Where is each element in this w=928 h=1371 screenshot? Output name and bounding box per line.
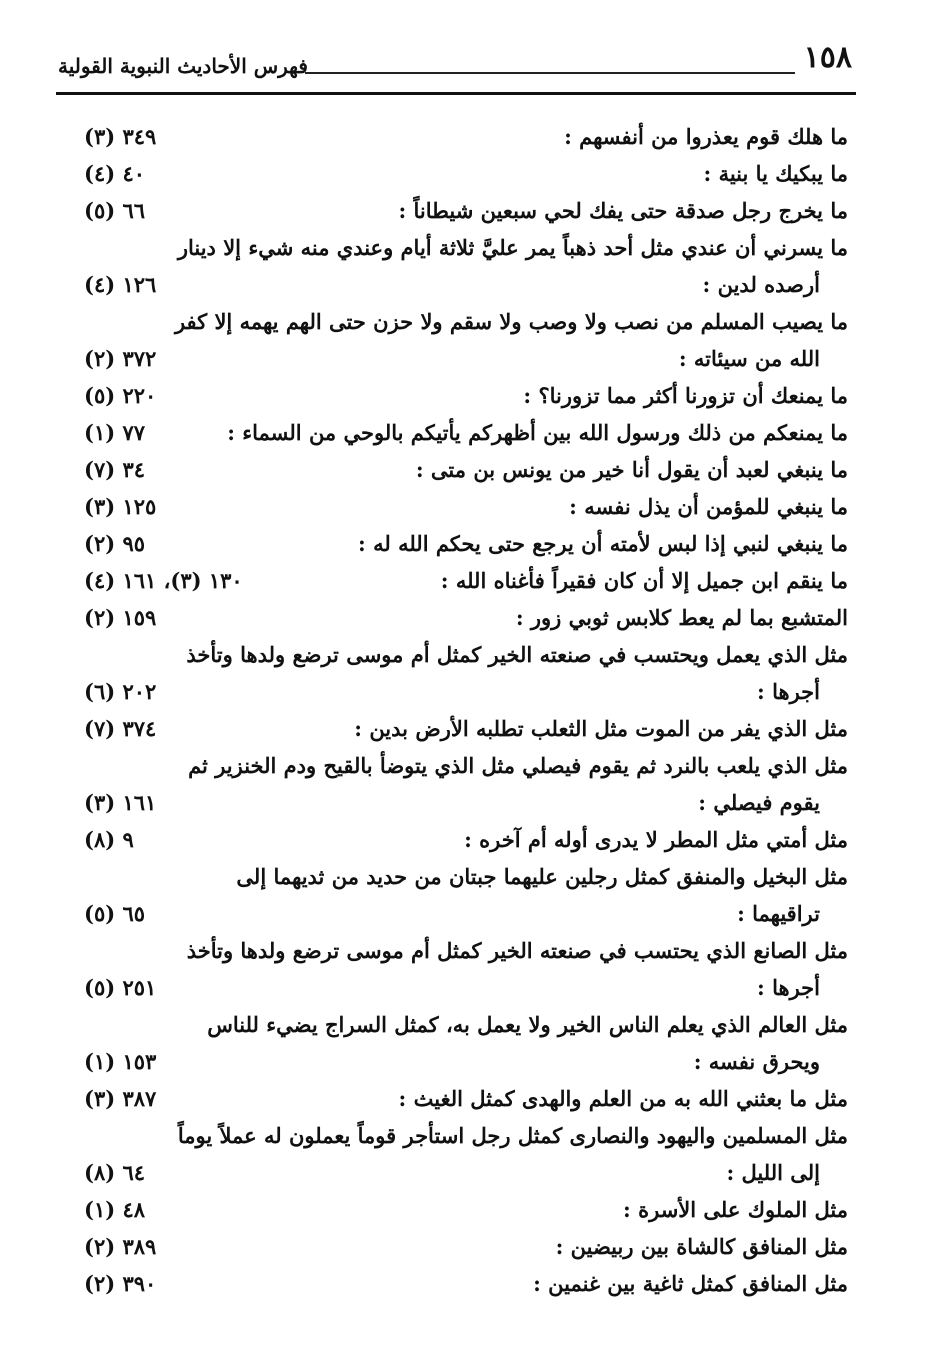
- hadith-text: المتشبع بما لم يعط كلابس ثوبي زور :: [515, 605, 848, 630]
- hadith-text: ما يمنعكم من ذلك ورسول الله بين أظهركم يأتيكم بالوحي من السماء :: [227, 420, 848, 445]
- hadith-text: ما ينبغي لعبد أن يقول أنا خير من يونس بن متى :: [415, 457, 848, 482]
- hadith-text: ما يخرج رجل صدقة حتى يفك لحي سبعين شيطاناً :: [398, 198, 848, 223]
- hadith-text: ما ينبغي لنبي إذا لبس لأمته أن يرجع حتى يحكم الله له :: [358, 531, 848, 556]
- hadith-text: مثل المنافق كالشاة بين ربيضين :: [555, 1234, 848, 1259]
- hadith-text: مثل المنافق كمثل ثاغية بين غنمين :: [533, 1271, 848, 1296]
- hadith-text: مثل الملوك على الأسرة :: [623, 1197, 848, 1222]
- hadith-text: مثل الصانع الذي يحتسب في صنعته الخير كمثل أم موسى ترضع ولدها وتأخذ: [186, 938, 848, 963]
- index-entry: [0, 525, 928, 562]
- page-number: ١٥٨: [803, 40, 852, 75]
- page-reference: ٣٧٢ (٢): [84, 346, 157, 371]
- index-entry: [0, 377, 928, 414]
- index-entry: [0, 155, 928, 192]
- page-reference: ٦٤ (٨): [84, 1160, 146, 1185]
- page-reference: ١٢٦ (٤): [84, 272, 157, 297]
- index-entry: [0, 821, 928, 858]
- index-entry: [0, 599, 928, 636]
- hadith-text-continuation: تراقيهما :: [737, 901, 820, 926]
- index-entry: [0, 414, 928, 451]
- hadith-text: ما ينبغي للمؤمن أن يذل نفسه :: [569, 494, 848, 519]
- index-entry: [0, 1006, 928, 1080]
- page-reference: ٩٥ (٢): [84, 531, 146, 556]
- page-reference: ١٥٩ (٢): [84, 605, 157, 630]
- index-entry: [0, 303, 928, 377]
- page-reference: ٩ (٨): [84, 827, 134, 852]
- page-reference: ٢٠٢ (٦): [84, 679, 157, 704]
- page-reference: ٦٦ (٥): [84, 198, 146, 223]
- index-entry: [0, 1080, 928, 1117]
- index-entry: [0, 229, 928, 303]
- index-entry: [0, 451, 928, 488]
- index-entry: [0, 710, 928, 747]
- index-entry: [0, 747, 928, 821]
- hadith-text: ما يبكيك يا بنية :: [703, 161, 848, 186]
- index-entry: [0, 1117, 928, 1191]
- hadith-text: مثل البخيل والمنفق كمثل رجلين عليهما جبتان من حديد من ثديهما إلى: [236, 864, 848, 889]
- page-reference: ٤٨ (١): [84, 1197, 146, 1222]
- page-reference: ٣٨٧ (٣): [84, 1086, 157, 1111]
- running-title: فهرس الأحاديث النبوية القولية: [58, 54, 308, 78]
- index-entry: [0, 118, 928, 155]
- hadith-text: ما يسرني أن عندي مثل أحد ذهباً يمر عليَّ ثلاثة أيام وعندي منه شيء إلا دينار: [177, 235, 848, 260]
- header-dash-line: [305, 72, 795, 74]
- index-entry: [0, 636, 928, 710]
- index-entry: [0, 1265, 928, 1302]
- hadith-text-continuation: الله من سيئاته :: [678, 346, 820, 371]
- hadith-text: مثل الذي يفر من الموت مثل الثعلب تطلبه الأرض بدين :: [354, 716, 848, 741]
- hadith-text: ما يمنعك أن تزورنا أكثر مما تزورنا؟ :: [523, 383, 848, 408]
- page-reference: ١٣٠ (٣)، ١٦١ (٤): [84, 568, 243, 593]
- hadith-text: مثل ما بعثني الله به من العلم والهدى كمثل الغيث :: [398, 1086, 848, 1111]
- hadith-index-list: [0, 118, 928, 1302]
- page-reference: ٢٢٠ (٥): [84, 383, 157, 408]
- page-reference: ٤٠ (٤): [84, 161, 146, 186]
- hadith-text: مثل الذي يعمل ويحتسب في صنعته الخير كمثل أم موسى ترضع ولدها وتأخذ: [186, 642, 848, 667]
- hadith-text-continuation: أجرها :: [757, 975, 820, 1000]
- page-reference: ٦٥ (٥): [84, 901, 146, 926]
- page-reference: ٣٤ (٧): [84, 457, 146, 482]
- page-reference: ١٢٥ (٣): [84, 494, 157, 519]
- hadith-text-continuation: إلى الليل :: [726, 1160, 820, 1185]
- hadith-text: ما يصيب المسلم من نصب ولا وصب ولا سقم ولا حزن حتى الهم يهمه إلا كفر: [174, 309, 848, 334]
- index-entry: [0, 562, 928, 599]
- hadith-text: مثل أمتي مثل المطر لا يدرى أوله أم آخره :: [464, 827, 848, 852]
- hadith-text: مثل العالم الذي يعلم الناس الخير ولا يعمل به، كمثل السراج يضيء للناس: [207, 1012, 848, 1037]
- hadith-text-continuation: ويحرق نفسه :: [693, 1049, 820, 1074]
- hadith-text-continuation: أجرها :: [757, 679, 820, 704]
- index-entry: [0, 1228, 928, 1265]
- index-entry: [0, 858, 928, 932]
- hadith-text: ما هلك قوم يعذروا من أنفسهم :: [564, 124, 848, 149]
- page-reference: ٣٧٤ (٧): [84, 716, 157, 741]
- hadith-text: مثل الذي يلعب بالنرد ثم يقوم فيصلي مثل الذي يتوضأ بالقيح ودم الخنزير ثم: [188, 753, 848, 778]
- hadith-text: ما ينقم ابن جميل إلا أن كان فقيراً فأغناه الله :: [440, 568, 848, 593]
- page-reference: ٢٥١ (٥): [84, 975, 157, 1000]
- page-reference: ٣٨٩ (٢): [84, 1234, 157, 1259]
- hadith-text: مثل المسلمين واليهود والنصارى كمثل رجل استأجر قوماً يعملون له عملاً يوماً: [177, 1123, 848, 1148]
- page-reference: ٧٧ (١): [84, 420, 146, 445]
- index-entry: [0, 192, 928, 229]
- hadith-text-continuation: أرصده لدين :: [702, 272, 820, 297]
- page-reference: ١٦١ (٣): [84, 790, 157, 815]
- index-entry: [0, 488, 928, 525]
- header-rule: [56, 92, 856, 95]
- page-reference: ٣٤٩ (٣): [84, 124, 157, 149]
- page-reference: ١٥٣ (١): [84, 1049, 157, 1074]
- index-entry: [0, 932, 928, 1006]
- index-entry: [0, 1191, 928, 1228]
- page-reference: ٣٩٠ (٢): [84, 1271, 157, 1296]
- hadith-text-continuation: يقوم فيصلي :: [698, 790, 820, 815]
